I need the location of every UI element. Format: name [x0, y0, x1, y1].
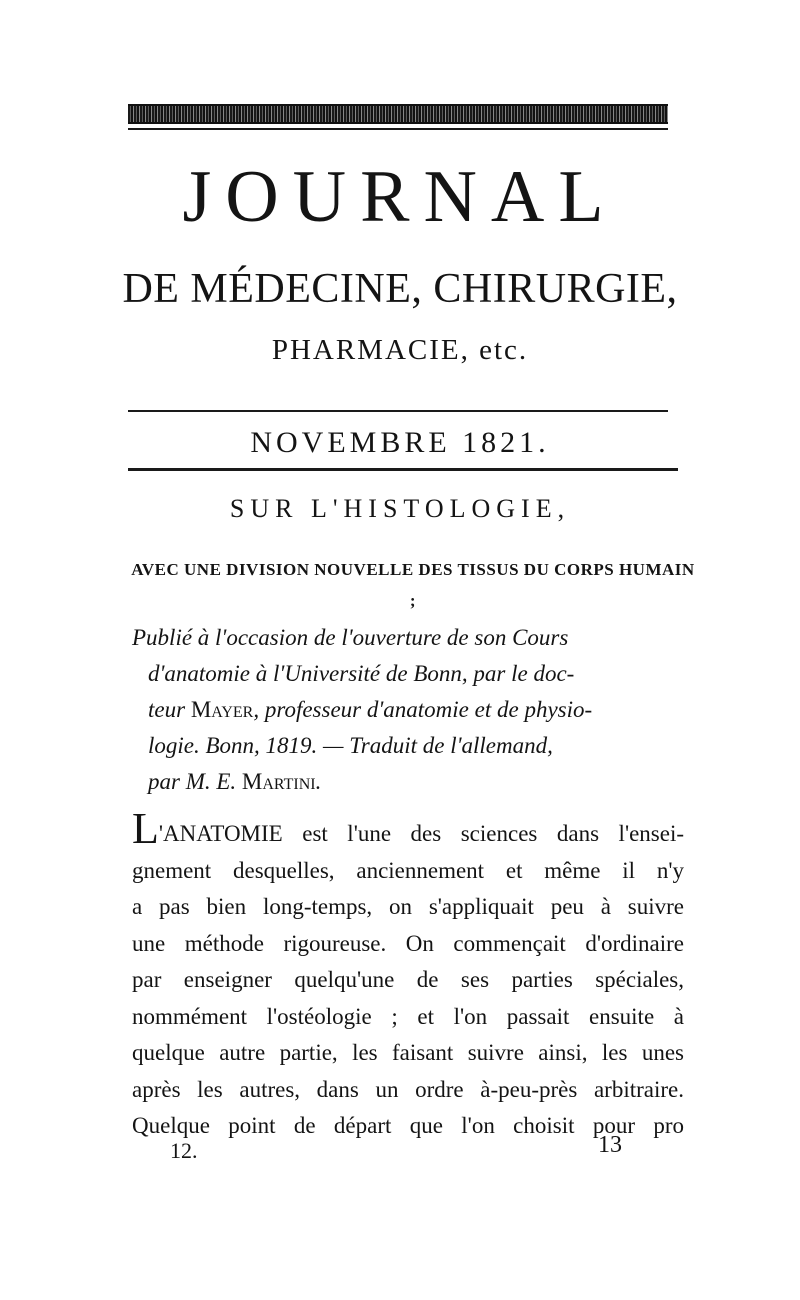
signature-mark: 12. — [170, 1138, 198, 1163]
article-subtitle: AVEC UNE DIVISION NOUVELLE DES TISSUS DU CORPS HUMAIN ; — [131, 560, 695, 610]
note-line: par M. E. Martini. — [148, 769, 322, 794]
translator-name: Martini — [241, 769, 316, 794]
publication-note — [132, 620, 702, 800]
author-name: Mayer — [190, 697, 254, 722]
body-line: L'ANATOMIE est l'une des sciences dans l'ensei- — [132, 804, 684, 853]
body-line: gnement desquelles, anciennement et même il n'y — [132, 857, 684, 883]
body-line: Quelque point de départ que l'on choisit pour pro — [132, 1113, 684, 1138]
body-line: a pas bien long-temps, on s'appliquait peu à suivre — [132, 894, 684, 919]
note-line: teur Mayer, professeur d'anatomie et de physio- — [148, 697, 593, 722]
date-rule-top — [128, 410, 668, 412]
body-line: nommément l'ostéologie ; et l'on passait ensuite à — [132, 1003, 684, 1029]
body-line: par enseigner quelqu'une de ses parties spéciales, — [132, 967, 684, 992]
article-body — [132, 804, 684, 1145]
journal-subtitle-2: PHARMACIE, etc. — [271, 334, 529, 366]
first-word: 'ANATOMIE — [158, 821, 283, 846]
note-line: d'anatomie à l'Université de Bonn, par le doc- — [148, 661, 575, 686]
issue-date: NOVEMBRE 1821. — [250, 426, 550, 459]
body-line: une méthode rigoureuse. On commençait d'ordinaire — [132, 930, 684, 956]
date-rule-bottom — [128, 468, 678, 471]
journal-title: JOURNAL — [182, 156, 618, 238]
catchword: 13 — [598, 1132, 622, 1158]
ornamental-header-band — [128, 104, 668, 124]
article-title: SUR L'HISTOLOGIE, — [229, 494, 571, 523]
note-line: logie. Bonn, 1819. — Traduit de l'allemand, — [148, 733, 553, 758]
body-line: quelque autre partie, les faisant suivre ainsi, les unes — [132, 1040, 684, 1065]
drop-cap: L — [132, 804, 159, 853]
header-rule — [128, 128, 668, 130]
note-line: Publié à l'occasion de l'ouverture de son Cours — [132, 625, 569, 650]
body-line: après les autres, dans un ordre à-peu-près arbitraire. — [132, 1076, 684, 1102]
journal-subtitle: DE MÉDECINE, CHIRURGIE, — [122, 266, 678, 312]
